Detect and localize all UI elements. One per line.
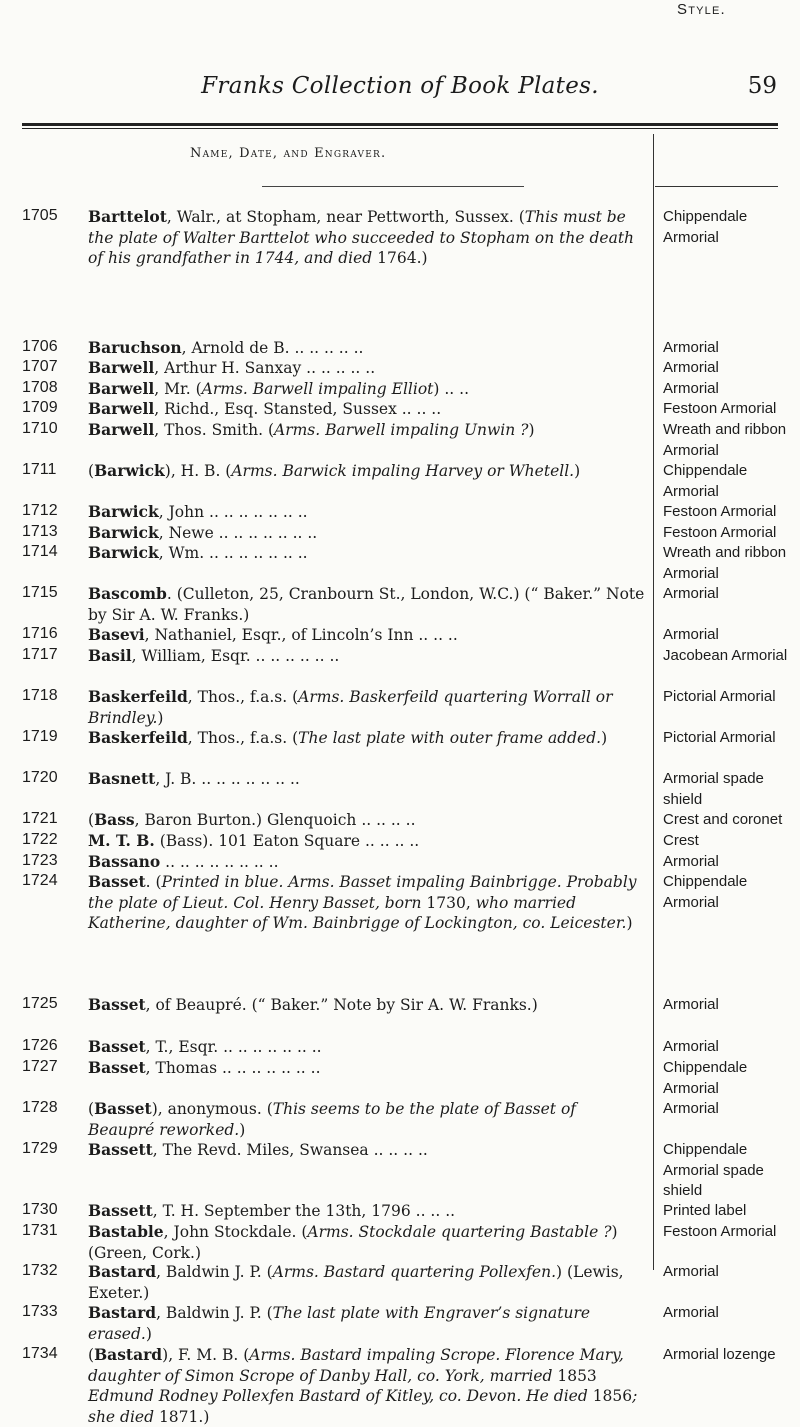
- entry-text: , Nathaniel, Esqr., of Lincoln’s Inn .. .. ..: [144, 626, 458, 644]
- entry-name: Barwell: [88, 379, 155, 398]
- entry-name: Bascomb: [88, 584, 167, 603]
- entry-description: [88, 1201, 645, 1222]
- entry-number: 1727: [22, 1058, 58, 1075]
- entry-name: Basset: [88, 1058, 146, 1077]
- entry-name: Bastard: [94, 1345, 163, 1364]
- entry-text: , Arthur H. Sanxay .. .. .. .. ..: [154, 359, 376, 377]
- entry-text: , Walr., at Stopham, near Pettworth, Sussex. (: [166, 208, 525, 226]
- entry-text: (: [88, 1100, 95, 1118]
- entry-name: Baskerfeild: [88, 687, 188, 706]
- header-rule: [22, 123, 778, 126]
- entry-name: Barwick: [88, 543, 159, 562]
- entry-description: [88, 338, 645, 359]
- entry-number: 1719: [22, 728, 58, 745]
- entry-text: , Thos., f.a.s. (: [187, 729, 299, 747]
- entry-name: Basset: [88, 872, 146, 891]
- entry-number: 1710: [22, 420, 58, 437]
- entry-text: 1856: [587, 1387, 633, 1405]
- entry-style: Armorial lozenge: [663, 1346, 776, 1363]
- entry-style: Pictorial Armorial: [663, 729, 776, 746]
- entry-description: [88, 1262, 645, 1303]
- entry-number: 1712: [22, 502, 58, 519]
- entry-description: [88, 543, 645, 564]
- entry-text: , of Beaupré. (“ Baker.” Note by Sir A. W. Franks.): [145, 996, 538, 1014]
- entry-text: , Arnold de B. .. .. .. .. ..: [181, 339, 364, 357]
- entry-name: Barttelot: [88, 207, 167, 226]
- column-header-underline: [262, 186, 524, 187]
- entry-text: , John Stockdale. (: [163, 1223, 308, 1241]
- entry-style: Festoon Armorial: [663, 1223, 777, 1240]
- entry-description: [88, 872, 645, 934]
- entry-name: Baskerfeild: [88, 728, 188, 747]
- entry-text: (: [88, 462, 95, 480]
- entry-text: , Newe .. .. .. .. .. .. ..: [158, 524, 318, 542]
- entry-text: , J. B. .. .. .. .. .. .. ..: [155, 770, 300, 788]
- entry-description: [88, 502, 645, 523]
- entry-text: ) .. ..: [433, 380, 469, 398]
- entry-name: Bastable: [88, 1222, 164, 1241]
- entry-note: Arms. Bastard quartering Pollexfen.: [272, 1263, 556, 1281]
- entry-number: 1713: [22, 523, 58, 540]
- entry-text: .. .. .. .. .. .. .. ..: [160, 853, 279, 871]
- entry-style: Chippendale Armorial: [663, 462, 748, 500]
- entry-note: Edmund Rodney Pollexfen Bastard of Kitley, co. Devon. He died: [88, 1387, 588, 1405]
- entry-number: 1705: [22, 207, 58, 224]
- entry-text: 1871.): [154, 1407, 210, 1426]
- entry-name: Basset: [94, 1099, 152, 1118]
- entry-description: [88, 1345, 645, 1427]
- column-header-style: Style.: [677, 1, 726, 18]
- entry-text: ): [528, 421, 535, 439]
- entry-description: [88, 852, 645, 873]
- entry-description: [88, 207, 645, 269]
- entry-description: [88, 584, 645, 625]
- entry-note: This seems to be the plate of Basset of Beaupré reworked.: [88, 1100, 577, 1139]
- style-header-underline: [655, 186, 778, 187]
- entry-description: [88, 1058, 645, 1079]
- entry-description: [88, 420, 645, 441]
- entry-name: Barwick: [94, 461, 165, 480]
- entry-style: Chippendale Armorial: [663, 1059, 748, 1097]
- entry-style: Armorial: [663, 339, 719, 356]
- entry-number: 1730: [22, 1201, 58, 1218]
- entry-name: Bassett: [88, 1140, 153, 1159]
- entry-text: . (Culleton, 25, Cranbourn St., London, W.C.) (“ Baker.” Note by Sir A. W. Franks.): [88, 585, 645, 624]
- entry-number: 1708: [22, 379, 58, 396]
- entry-text: . (: [145, 873, 162, 891]
- entry-description: [88, 995, 645, 1016]
- entry-style: Armorial spade shield: [663, 770, 764, 808]
- entry-number: 1707: [22, 358, 58, 375]
- entry-name: Bassett: [88, 1201, 153, 1220]
- entry-name: Bassano: [88, 852, 161, 871]
- entry-style: Crest and coronet: [663, 811, 783, 828]
- entry-style: Festoon Armorial: [663, 524, 777, 541]
- entry-name: Basil: [88, 646, 132, 665]
- entry-note: Arms. Barwell impaling Elliot: [201, 380, 434, 398]
- entry-note: Arms. Baskerfeild quartering Worrall or Brindley.: [88, 688, 613, 727]
- entry-name: Basset: [88, 995, 146, 1014]
- entry-number: 1715: [22, 584, 58, 601]
- entry-name: Barwell: [88, 399, 155, 418]
- entry-text: ), anonymous. (: [151, 1100, 273, 1118]
- entry-text: (Bass). 101 Eaton Square .. .. .. ..: [154, 832, 420, 850]
- entry-name: Basevi: [88, 625, 145, 644]
- entry-text: , Baldwin J. P. (: [156, 1304, 273, 1322]
- column-divider: [653, 134, 654, 1270]
- column-header-name: Name, Date, and Engraver.: [190, 146, 387, 161]
- entry-description: [88, 646, 645, 667]
- entry-style: Festoon Armorial: [663, 400, 777, 417]
- entry-note: The last plate with Engraver’s signature erased.: [88, 1304, 591, 1343]
- entry-description: [88, 1037, 645, 1058]
- entry-text: , Mr. (: [154, 380, 202, 398]
- entry-description: [88, 358, 645, 379]
- entry-text: , Richd., Esq. Stansted, Sussex .. .. ..: [154, 400, 442, 418]
- entry-text: 1730,: [421, 893, 476, 912]
- entry-name: Basnett: [88, 769, 156, 788]
- entry-text: , T. H. September the 13th, 1796 .. .. ..: [152, 1202, 456, 1220]
- entry-text: ): [145, 1324, 152, 1343]
- entry-description: [88, 461, 645, 482]
- entry-name: M. T. B.: [88, 831, 155, 850]
- entry-name: Basset: [88, 1037, 146, 1056]
- entry-description: [88, 810, 645, 831]
- entry-text: , John .. .. .. .. .. .. ..: [158, 503, 308, 521]
- entry-note: The last plate with outer frame added.: [298, 729, 602, 747]
- entry-style: Chippendale Armorial: [663, 208, 748, 246]
- entry-number: 1725: [22, 995, 58, 1012]
- entry-description: [88, 399, 645, 420]
- entry-text: , The Revd. Miles, Swansea .. .. .. ..: [152, 1141, 428, 1159]
- entry-style: Armorial: [663, 359, 719, 376]
- entry-style: Armorial: [663, 1100, 719, 1117]
- entry-note: Arms. Stockdale quartering Bastable ?: [307, 1223, 612, 1241]
- entry-style: Armorial: [663, 585, 719, 602]
- entry-style: Wreath and ribbon Armorial: [663, 421, 787, 459]
- entry-name: Barwell: [88, 420, 155, 439]
- entry-number: 1714: [22, 543, 58, 560]
- entry-style: Wreath and ribbon Armorial: [663, 544, 787, 582]
- entry-note: Arms. Barwell impaling Unwin ?: [274, 421, 529, 439]
- entry-text: ) (Green, Cork.): [88, 1223, 618, 1262]
- entry-style: Chippendale Armorial spade shield: [663, 1141, 764, 1199]
- entry-style: Chippendale Armorial: [663, 873, 748, 911]
- header-rule-thin: [22, 128, 778, 129]
- entry-text: , Wm. .. .. .. .. .. .. ..: [158, 544, 308, 562]
- entry-number: 1720: [22, 769, 58, 786]
- entry-style: Armorial: [663, 853, 719, 870]
- entry-description: [88, 728, 645, 749]
- entry-text: 1853: [552, 1366, 597, 1385]
- entry-note: Printed in blue. Arms. Basset impaling Bainbrigge. Probably the plate of Lieut. Col. Henry Basset, born: [88, 873, 637, 912]
- entry-description: [88, 687, 645, 728]
- entry-number: 1711: [22, 461, 57, 478]
- entry-text: ): [626, 914, 633, 932]
- entry-note: This must be the plate of Walter Barttelot who succeeded to Stopham on the death of his grandfather in 1744, and died: [88, 208, 635, 267]
- entry-text: , William, Esqr. .. .. .. .. .. ..: [131, 647, 340, 665]
- entry-text: ) (Lewis, Exeter.): [88, 1263, 624, 1302]
- entry-note: Arms. Bastard impaling Scrope. Florence Mary, daughter of Simon Scrope of Danby Hall, co. York, married: [88, 1346, 624, 1385]
- entry-text: ), F. M. B. (: [162, 1346, 250, 1364]
- entry-number: 1728: [22, 1099, 58, 1116]
- entry-description: [88, 1099, 645, 1140]
- entry-description: [88, 1140, 645, 1161]
- entry-text: , Thos. Smith. (: [154, 421, 274, 439]
- entry-number: 1718: [22, 687, 58, 704]
- entry-number: 1722: [22, 831, 58, 848]
- entry-style: Armorial: [663, 1263, 719, 1280]
- entry-number: 1716: [22, 625, 58, 642]
- entry-style: Armorial: [663, 1304, 719, 1321]
- entry-text: , Thos., f.a.s. (: [187, 688, 299, 706]
- entry-style: Festoon Armorial: [663, 503, 777, 520]
- entry-description: [88, 769, 645, 790]
- entry-description: [88, 831, 645, 852]
- entry-number: 1709: [22, 399, 58, 416]
- entry-name: Baruchson: [88, 338, 182, 357]
- entry-number: 1734: [22, 1345, 58, 1362]
- entry-style: Jacobean Armorial: [663, 647, 788, 664]
- entry-text: (: [88, 811, 95, 829]
- entry-note: who married Katherine, daughter of Wm. Bainbrigge of Lockington, co. Leicester.: [88, 893, 627, 932]
- entry-number: 1717: [22, 646, 58, 663]
- entry-text: 1764.): [372, 249, 428, 267]
- entry-description: [88, 379, 645, 400]
- entry-description: [88, 1222, 645, 1263]
- entry-name: Barwell: [88, 358, 155, 377]
- entry-description: [88, 625, 645, 646]
- entry-note: ; she died: [88, 1387, 638, 1426]
- entry-text: , Baron Burton.) Glenquoich .. .. .. ..: [134, 811, 416, 829]
- entry-style: Pictorial Armorial: [663, 688, 776, 705]
- entry-text: ), H. B. (: [164, 462, 232, 480]
- entry-number: 1721: [22, 810, 58, 827]
- entry-style: Armorial: [663, 626, 719, 643]
- entry-number: 1729: [22, 1140, 58, 1157]
- entry-text: , Baldwin J. P. (: [156, 1263, 273, 1281]
- entry-number: 1726: [22, 1037, 58, 1054]
- entry-description: [88, 1303, 645, 1344]
- entry-text: ): [157, 708, 164, 727]
- entry-name: Barwick: [88, 502, 159, 521]
- entry-name: Bastard: [88, 1303, 157, 1322]
- entry-number: 1733: [22, 1303, 58, 1320]
- entry-note: Arms. Barwick impaling Harvey or Whetell.: [231, 462, 575, 480]
- entry-text: ): [601, 729, 608, 747]
- page-number: 59: [747, 73, 777, 99]
- entry-number: 1706: [22, 338, 58, 355]
- running-title: Franks Collection of Book Plates.: [201, 73, 599, 99]
- entry-style: Armorial: [663, 996, 719, 1013]
- entry-number: 1724: [22, 872, 58, 889]
- entry-number: 1731: [22, 1222, 58, 1239]
- entry-text: ): [239, 1120, 246, 1139]
- entry-style: Crest: [663, 832, 699, 849]
- entry-number: 1723: [22, 852, 58, 869]
- entry-text: ): [574, 462, 581, 480]
- entry-text: , Thomas .. .. .. .. .. .. ..: [145, 1059, 321, 1077]
- entry-description: [88, 523, 645, 544]
- entry-style: Armorial: [663, 380, 719, 397]
- entry-style: Printed label: [663, 1202, 747, 1219]
- entry-name: Barwick: [88, 523, 159, 542]
- entry-text: , T., Esqr. .. .. .. .. .. .. ..: [145, 1038, 322, 1056]
- entry-name: Bastard: [88, 1262, 157, 1281]
- entry-text: (: [88, 1346, 95, 1364]
- entry-style: Armorial: [663, 1038, 719, 1055]
- entry-name: Bass: [94, 810, 135, 829]
- entry-number: 1732: [22, 1262, 58, 1279]
